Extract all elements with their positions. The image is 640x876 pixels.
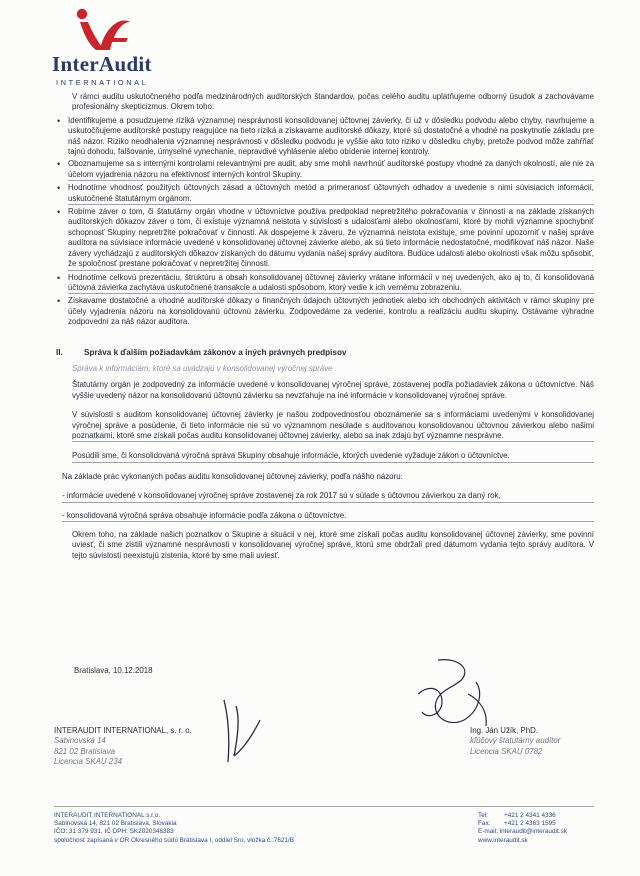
list-item: • Získavame dostatočné a vhodné audítorské dôkazy o finančných údajoch účtovných jednotiek alebo ich obchodných aktivitách v rámci skupiny pre účely vyjadrenia názoru na konsolidovanú účtovnú závierku. Zodpovedáme za vedenie, kontrolu a realizáciu auditu skupiny. Ostávame výhradne zodpovední za náš názor audítora. — [68, 296, 594, 327]
signatory-license: Licencia SKAU 234 — [54, 757, 122, 767]
auditor-signatory — [470, 726, 560, 757]
opinion-item: - konsolidovaná výročná správa obsahuje informácie podľa zákona o účtovníctve. — [62, 511, 594, 522]
auditor-signature — [398, 654, 494, 734]
list-item: • Hodnotíme vhodnosť použitých účtovných zásad a účtovných metód a primeranosť účtovných odhadov a uvedenie s nimi súvisiacich informácií, uskutočnené štatutárnym orgánom. — [68, 183, 594, 205]
footer-email-link[interactable]: E-mail: interaudit@interaudit.sk — [478, 828, 567, 836]
auditor-role: kľúčový štatutárny audítor — [470, 736, 561, 746]
company-logo — [52, 8, 162, 88]
auditor-license: Licencia SKAU 0782 — [470, 746, 543, 756]
footer-line: spoločnosť zapísaná v OR Okresného súdu Bratislava I, oddiel Sro, vložka č.:7621/B — [54, 836, 295, 844]
logo-subtitle: INTERNATIONAL — [56, 78, 149, 87]
list-item: • Robíme záver o tom, či štatutárny orgán vhodne v účtovníctve používa predpoklad nepretržitého pokračovania v činnosti a na základe získaných audítorských dôkazov záver o tom, či existuje významná neistota v súvislosti s udalosťami alebo okolnosťami, ktoré by mohli významne spochybniť schopnosť Skupiny nepretržite pokračovať v činnosti. Ak dospejeme k záveru, že významná neistota existuje, sme povinní upozorniť v našej správe audítora na súvisiace informácie uvedené v konsolidovanej účtovnej závierke alebo, ak sú tieto informácie nedostatočné, modifikovať náš názor. Naše závery vychádzajú z audítorských dôkazov získaných do dátumu vydania našej správy audítora. Budúce udalosti alebo okolnosti však môžu spôsobiť, že spoločnosť prestane pokračovať v nepretržitej činnosti. — [68, 207, 594, 270]
auditor-name: Ing. Ján Užík, PhD. — [470, 726, 538, 735]
list-item: • Oboznamujeme sa s internými kontrolami relevantnými pre audit, aby sme mohli navrhnúť audítorské postupy vhodné za daných okolností, ale nie za účelom vyjadrenia názoru na efektívnosť interných kontrol Skupiny. — [68, 159, 594, 181]
footer-web-link[interactable]: www.interaudit.sk — [478, 836, 528, 844]
opinion-item: - informácie uvedené v konsolidovanej výročnej správe zostavenej za rok 2017 sú v súlade s účtovnou závierkou za daný rok, — [62, 491, 594, 502]
procedures-list — [54, 116, 594, 328]
interaudit-logo-mark — [70, 8, 132, 52]
list-item: • Identifikujeme a posudzujeme riziká významnej nesprávnosti konsolidovanej účtovnej závierky, či už v dôsledku podvodu alebo chyby, navrhujeme a uskutočňujeme audítorské postupy reagujúce na tieto riziká a získavame audítorské dôkazy, ktoré sú dostatočné a vhodné na poskytnutie základu pre náš názor. Riziko neodhalenia významnej nesprávnosti v dôsledku podvodu je vyššie ako toto riziko v dôsledku chyby, pretože podvod môže zahŕňať tajnú dohodu, falšovanie, úmyselné vynechanie, nepravdivé vyhlásenie alebo obídenie internej kontroly. — [68, 116, 594, 158]
section-subtitle: Správa k informáciám, ktoré sa uvádzajú v konsolidovanej výročnej správe — [72, 363, 333, 373]
report-body — [54, 92, 594, 570]
intro-paragraph: V rámci auditu uskutočneného podľa medzinárodných audítorských štandardov, počas celého auditu uplatňujeme odborný úsudok a zachovávame profesionálny skepticizmus. Okrem toho: — [72, 92, 594, 112]
list-item: • Hodnotíme celkovú prezentáciu, štruktúru a obsah konsolidovanej účtovnej závierky vrátane informácií v nej uvedených, ako aj to, či konsolidovaná účtovná závierka zachytáva uskutočnené transakcie a udalosti spôsobom, ktorý vedie k ich vernému zobrazeniu. — [68, 273, 594, 295]
signatory-company: INTERAUDIT INTERNATIONAL, s. r. o. — [54, 726, 192, 735]
footer-phone: Tel: +421 2 4341 4336 — [478, 812, 556, 819]
paragraph: Posúdili sme, či konsolidovaná výročná správa Skupiny obsahuje informácie, ktorých uvedenie vyžaduje zákon o účtovníctve. — [72, 451, 594, 462]
section-title: Správa k ďalším požiadavkám zákonov a iných právnych predpisov — [84, 347, 347, 357]
footer-company-info — [54, 812, 294, 845]
footer-line: Sabinovská 14, 821 02 Bratislava, Slovakia — [54, 820, 177, 828]
paragraph: V súvislosti s auditom konsolidovanej účtovnej závierky je našou zodpovednosťou oboznámenie sa s informáciami uvedenými v konsolidovanej výročnej správe a posúdenie, či tieto informácie nie sú vo významnom nesúlade s auditovanou konsolidovanou účtovnou závierkou alebo našimi poznatkami, ktoré sme získali počas auditu konsolidovanej účtovnej závierky, alebo sa inak zdajú byť významne nesprávne. — [72, 410, 594, 442]
signatory-city: 821 02 Bratislava — [54, 746, 115, 756]
paragraph: Štatutárny orgán je zodpovedný za informácie uvedené v konsolidovanej výročnej správe, zostavenej podľa požiadaviek zákona o účtovníctve. Náš vyššie uvedený názor na konsolidovanú účtovnú závierku sa nevzťahuje na iné informácie v konsolidovanej výročnej správe. — [72, 380, 594, 400]
signatory-street: Sabinovská 14 — [54, 736, 106, 746]
logo-wordmark: InterAudit — [52, 52, 152, 76]
section-heading — [56, 348, 594, 358]
section-number: II. — [56, 347, 63, 357]
company-signature — [210, 696, 270, 766]
company-signatory — [54, 726, 192, 768]
footer-fax: Fax: +421 2 4363 1595 — [478, 820, 556, 828]
footer-line: INTERAUDIT INTERNATIONAL s.r.o. — [54, 812, 161, 819]
footer-line: IČO: 31 379 931, IČ DPH: SK2020346383 — [54, 828, 174, 836]
footer-divider — [54, 806, 594, 807]
footer-contact — [478, 812, 567, 845]
opinion-basis: Na základe prác vykonaných počas auditu konsolidovanej účtovnej závierky, podľa nášho názoru: — [62, 471, 403, 481]
place-and-date: Bratislava, 10.12.2018 — [74, 666, 153, 675]
closing-paragraph: Okrem toho, na základe našich poznatkov o Skupine a situácii v nej, ktoré sme získali počas auditu konsolidovanej účtovnej závierky, sme povinní uviesť, či sme zistili významné nesprávnosti v konsolidovanej výročnej správe, ktorú sme obdržali pred dátumom vydania tejto správy audítora. V tejto súvislosti neexistujú zistenia, ktoré by sme mali uviesť. — [72, 530, 594, 560]
